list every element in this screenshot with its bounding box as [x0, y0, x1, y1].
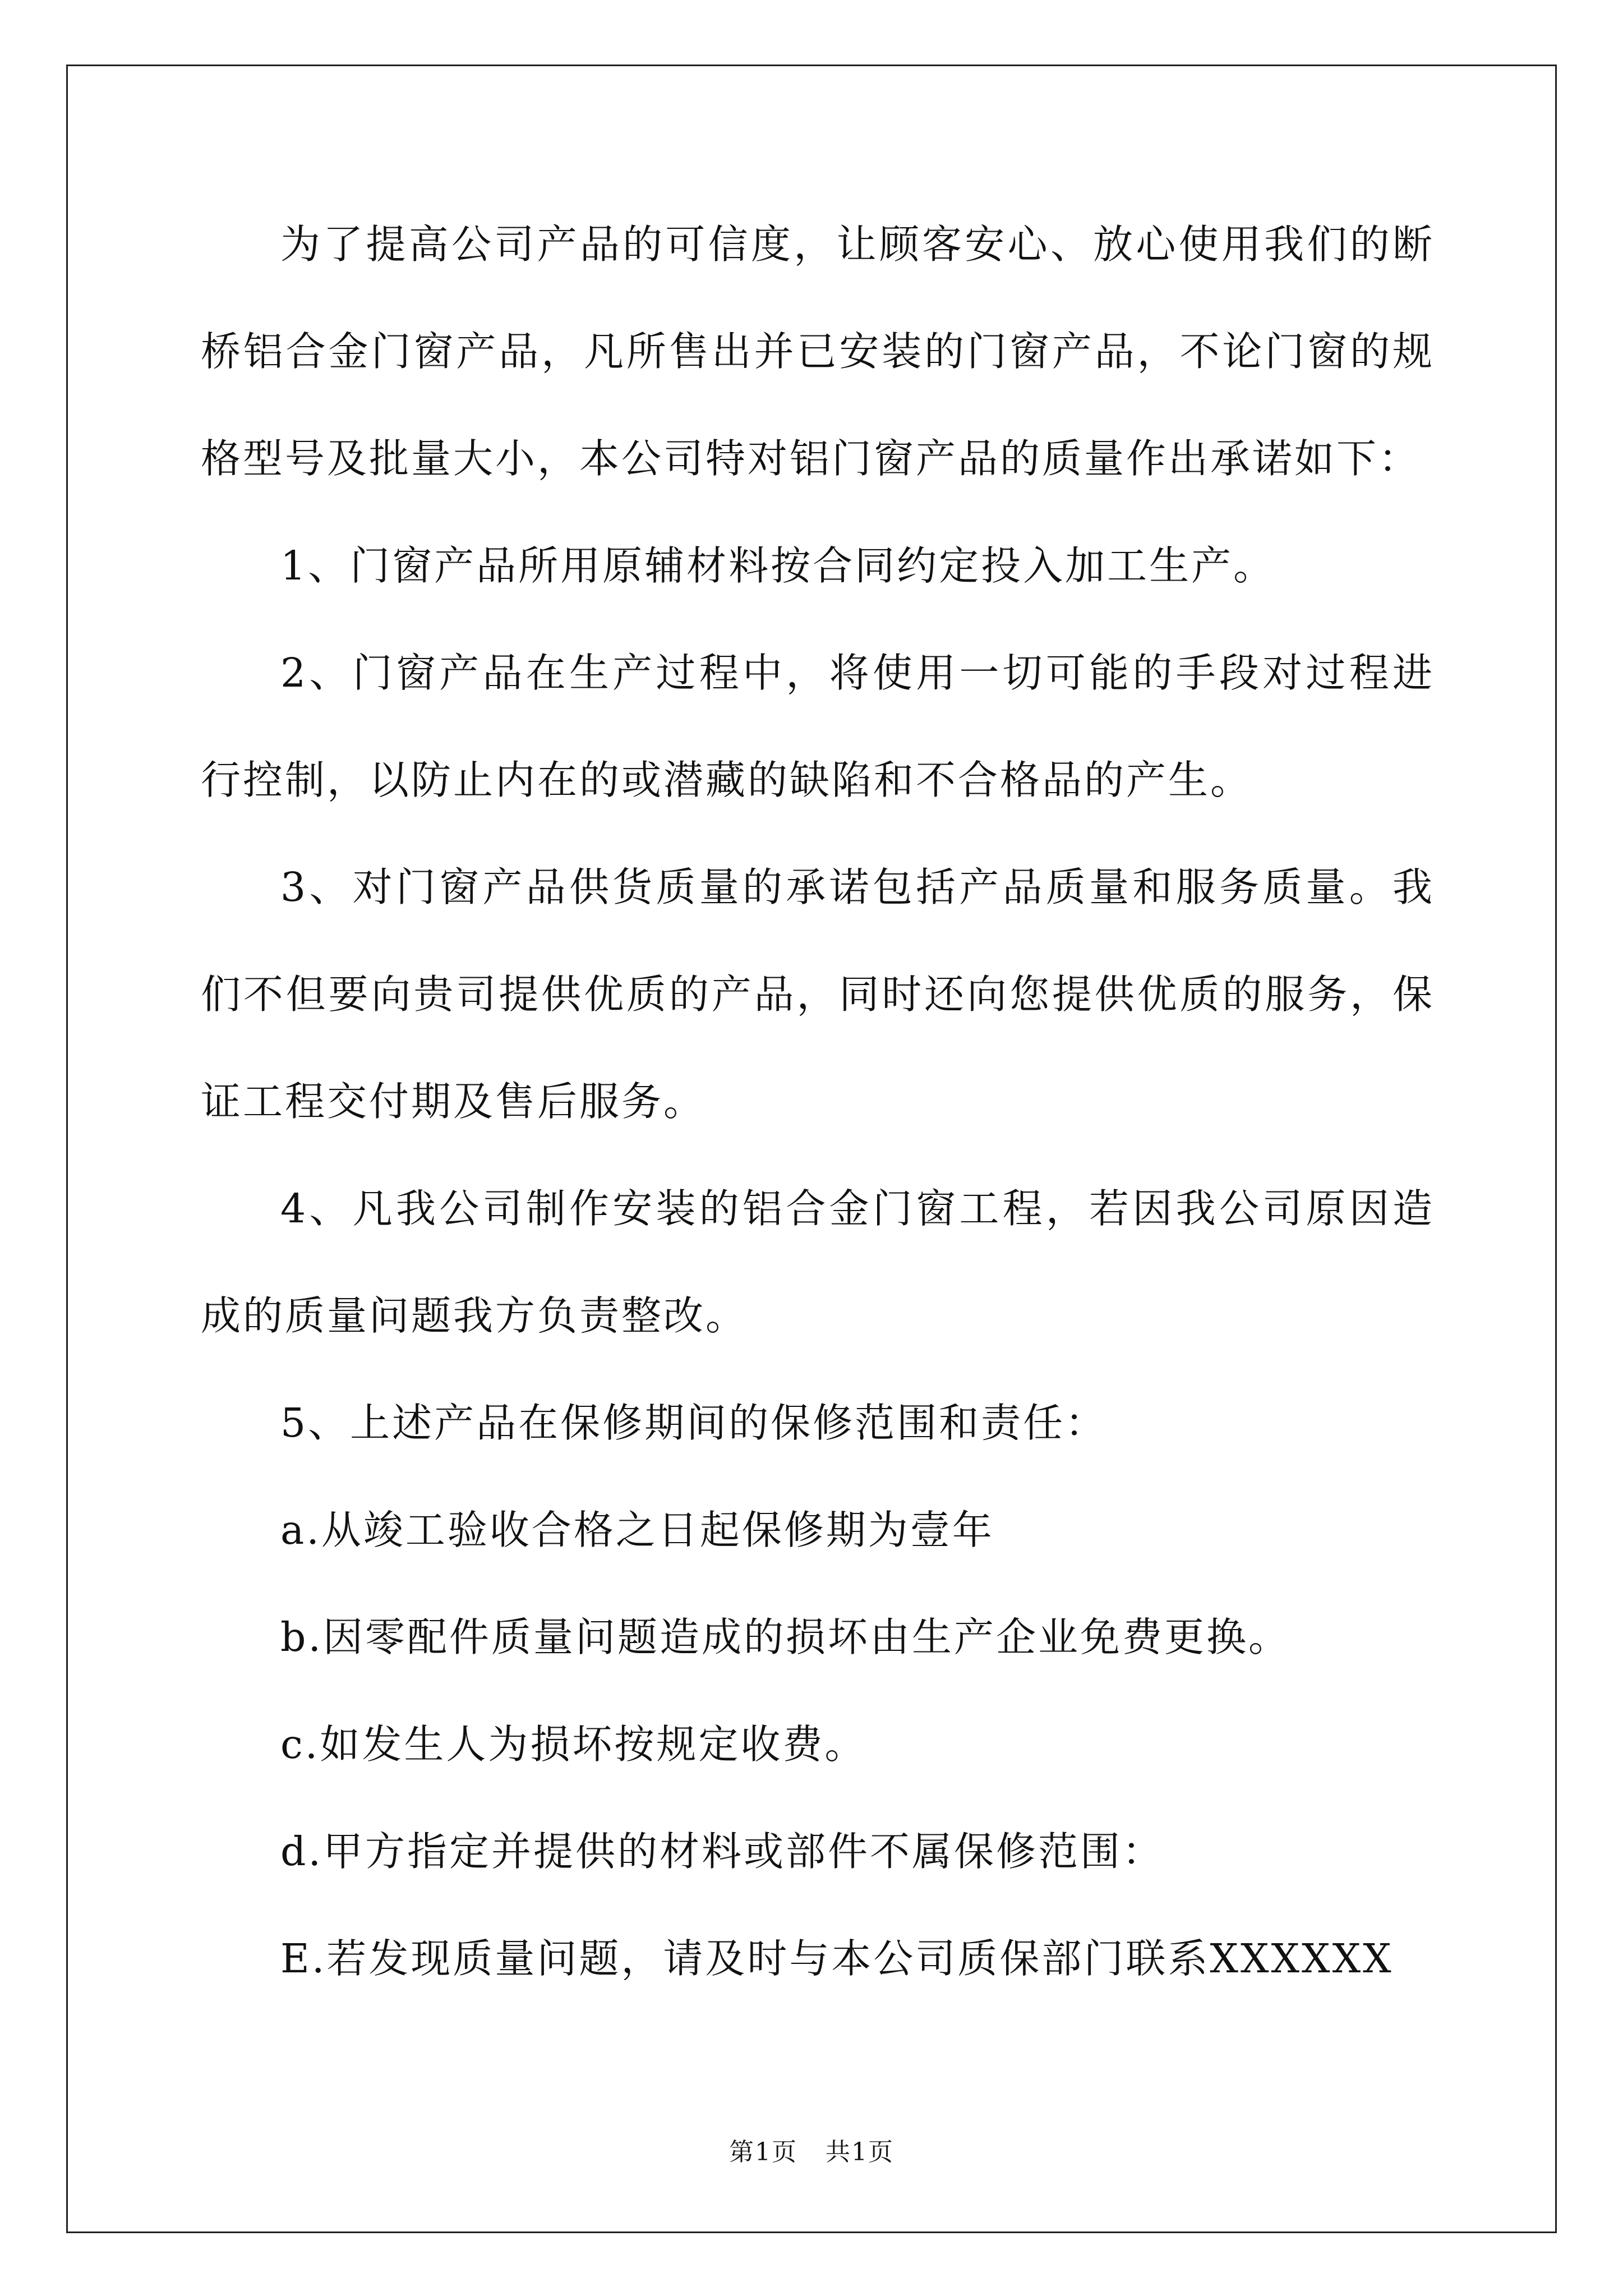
clause-5d: d.甲方指定并提供的材料或部件不属保修范围： — [280, 1828, 1165, 1875]
page-number-current: 第1页 — [729, 2138, 797, 2166]
intro-paragraph: 为了提高公司产品的可信度，让顾客安心、放心使用我们的断桥铝合金门窗产品，凡所售出并已安装的门窗产品，不论门窗的规格型号及批量大小，本公司特对铝门窗产品的质量作出承诺如下： — [201, 221, 1435, 482]
clause-5c: c.如发生人为损坏按规定收费。 — [280, 1721, 867, 1768]
clause-3: 3、对门窗产品供货质量的承诺包括产品质量和服务质量。我们不但要向贵司提供优质的产品，同时还向您提供优质的服务，保证工程交付期及售后服务。 — [201, 864, 1435, 1125]
clause-5e: E.若发现质量问题，请及时与本公司质保部门联系XXXXXX — [280, 1935, 1394, 1982]
clause-5b: b.因零配件质量问题造成的损坏由生产企业免费更换。 — [280, 1614, 1291, 1660]
clause-5: 5、上述产品在保修期间的保修范围和责任： — [280, 1400, 1108, 1446]
page-footer — [0, 2132, 1623, 2168]
clause-4: 4、凡我公司制作安装的铝合金门窗工程，若因我公司原因造成的质量问题我方负责整改。 — [201, 1185, 1435, 1339]
clause-1: 1、门窗产品所用原辅材料按合同约定投入加工生产。 — [280, 542, 1276, 589]
page-number-total: 共1页 — [826, 2138, 894, 2166]
clause-2: 2、门窗产品在生产过程中，将使用一切可能的手段对过程进行控制，以防止内在的或潜藏的缺陷和不合格品的产生。 — [201, 650, 1435, 803]
document-body — [201, 191, 1435, 2012]
clause-5a: a.从竣工验收合格之日起保修期为壹年 — [280, 1507, 994, 1553]
